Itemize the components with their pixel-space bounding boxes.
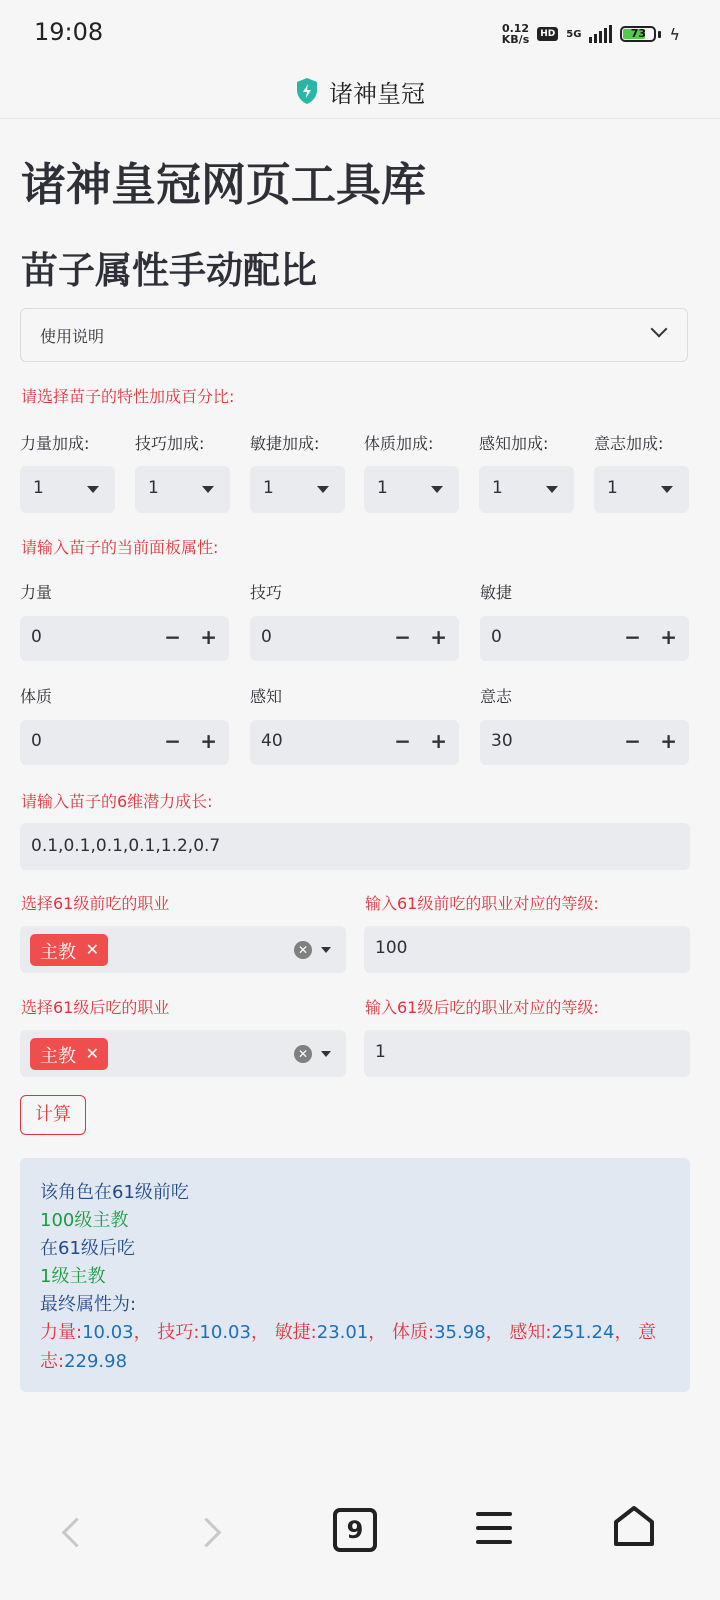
decrement-button[interactable]: −: [394, 729, 411, 753]
trait-select-constitution[interactable]: 1: [364, 466, 459, 513]
potential-input[interactable]: 0.1,0.1,0.1,0.1,1.2,0.7: [20, 823, 690, 870]
trait-label-agility: 敏捷加成:: [250, 434, 320, 453]
panel-label-strength: 力量: [20, 583, 53, 602]
caret-down-icon: [546, 486, 558, 493]
hd-icon: HD: [537, 27, 558, 41]
shield-icon: [295, 77, 319, 105]
charging-icon: ϟ: [669, 24, 680, 44]
battery-icon: 73: [620, 26, 656, 42]
after61-level-label: 输入61级后吃的职业对应的等级:: [365, 998, 599, 1017]
caret-down-icon: [661, 486, 673, 493]
increment-button[interactable]: +: [200, 625, 217, 649]
panel-section-label: 请输入苗子的当前面板属性:: [21, 538, 219, 557]
caret-down-icon: [202, 486, 214, 493]
calculate-button[interactable]: 计算: [20, 1095, 86, 1135]
home-icon[interactable]: [612, 1504, 656, 1548]
tabs-button[interactable]: 9: [333, 1508, 377, 1552]
after61-job-select[interactable]: [20, 1030, 346, 1077]
result-line-5: 最终属性为:: [40, 1294, 137, 1315]
decrement-button[interactable]: −: [624, 625, 641, 649]
network-type: 5G: [566, 28, 582, 40]
decrement-button[interactable]: −: [394, 625, 411, 649]
network-speed: 0.12 KB/s: [501, 22, 530, 46]
decrement-button[interactable]: −: [164, 625, 181, 649]
instructions-label: 使用说明: [40, 327, 105, 346]
panel-input-perception[interactable]: 40 − +: [250, 720, 459, 765]
after61-job-label: 选择61级后吃的职业: [21, 998, 170, 1017]
potential-section-label: 请输入苗子的6维潜力成长:: [21, 792, 213, 811]
after61-level-input[interactable]: 1: [364, 1030, 690, 1077]
increment-button[interactable]: +: [660, 729, 677, 753]
result-box: [20, 1158, 690, 1392]
panel-label-skill: 技巧: [250, 583, 283, 602]
before61-job-label: 选择61级前吃的职业: [21, 894, 170, 913]
trait-select-strength[interactable]: 1: [20, 466, 115, 513]
forward-icon[interactable]: [192, 1518, 222, 1548]
panel-input-constitution[interactable]: 0 − +: [20, 720, 229, 765]
before61-job-select[interactable]: [20, 926, 346, 973]
browser-title-bar[interactable]: [0, 64, 720, 119]
job-tag[interactable]: 主教 ✕: [30, 1038, 108, 1070]
page-title: 诸神皇冠网页工具库: [21, 158, 427, 211]
trait-select-perception[interactable]: 1: [479, 466, 574, 513]
panel-input-strength[interactable]: 0 − +: [20, 616, 229, 661]
panel-input-agility[interactable]: 0 − +: [480, 616, 689, 661]
result-line-1: 该角色在61级前吃: [40, 1182, 189, 1203]
result-stats: 力量:10.03， 技巧:10.03， 敏捷:23.01， 体质:35.98， 感知:251.24， 意志:229.98: [40, 1322, 657, 1372]
result-line-4: 1级主教: [40, 1266, 106, 1287]
result-line-3: 在61级后吃: [40, 1238, 135, 1259]
panel-input-will[interactable]: 30 − +: [480, 720, 689, 765]
signal-icon: [589, 25, 612, 43]
panel-label-constitution: 体质: [20, 687, 53, 706]
status-time: 19:08: [34, 18, 104, 46]
trait-select-agility[interactable]: 1: [250, 466, 345, 513]
caret-down-icon: [317, 486, 329, 493]
trait-label-will: 意志加成:: [594, 434, 664, 453]
panel-label-agility: 敏捷: [480, 583, 513, 602]
clear-icon[interactable]: ✕: [294, 941, 312, 959]
instructions-expander[interactable]: [20, 308, 688, 362]
trait-section-label: 请选择苗子的特性加成百分比:: [21, 387, 235, 406]
browser-nav-bar: [0, 1498, 720, 1600]
trait-label-perception: 感知加成:: [479, 434, 549, 453]
increment-button[interactable]: +: [430, 729, 447, 753]
page-subtitle: 苗子属性手动配比: [21, 249, 317, 292]
status-bar: [0, 0, 720, 64]
back-icon[interactable]: [62, 1518, 92, 1548]
panel-label-perception: 感知: [250, 687, 283, 706]
clear-icon[interactable]: ✕: [294, 1045, 312, 1063]
close-icon[interactable]: ✕: [85, 1044, 99, 1063]
trait-select-skill[interactable]: 1: [135, 466, 230, 513]
trait-label-skill: 技巧加成:: [135, 434, 205, 453]
caret-down-icon[interactable]: [321, 1051, 331, 1057]
menu-icon[interactable]: [476, 1512, 512, 1554]
chevron-down-icon: [651, 321, 668, 338]
job-tag[interactable]: 主教 ✕: [30, 934, 108, 966]
caret-down-icon[interactable]: [321, 947, 331, 953]
increment-button[interactable]: +: [430, 625, 447, 649]
trait-label-constitution: 体质加成:: [364, 434, 434, 453]
battery-tip: [658, 31, 661, 38]
increment-button[interactable]: +: [200, 729, 217, 753]
panel-label-will: 意志: [480, 687, 513, 706]
panel-input-skill[interactable]: 0 − +: [250, 616, 459, 661]
before61-level-label: 输入61级前吃的职业对应的等级:: [365, 894, 599, 913]
increment-button[interactable]: +: [660, 625, 677, 649]
site-name: 诸神皇冠: [329, 79, 425, 108]
close-icon[interactable]: ✕: [85, 940, 99, 959]
before61-level-input[interactable]: 100: [364, 926, 690, 973]
caret-down-icon: [431, 486, 443, 493]
trait-label-strength: 力量加成:: [20, 434, 90, 453]
result-line-2: 100级主教: [40, 1210, 129, 1231]
decrement-button[interactable]: −: [624, 729, 641, 753]
status-icons: [502, 20, 680, 48]
caret-down-icon: [87, 486, 99, 493]
decrement-button[interactable]: −: [164, 729, 181, 753]
trait-select-will[interactable]: 1: [594, 466, 689, 513]
